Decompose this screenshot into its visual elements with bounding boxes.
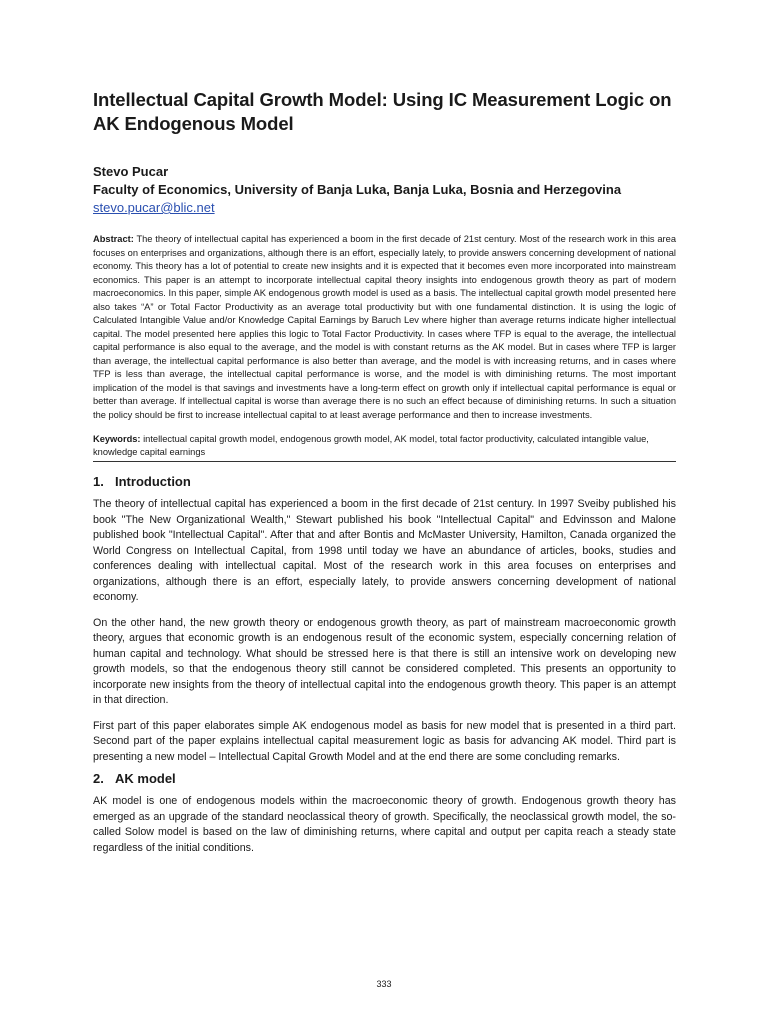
section-heading-ak-model: [93, 770, 676, 788]
abstract-label: Abstract:: [93, 234, 134, 244]
section-title: AK model: [115, 771, 176, 786]
page-number: 333: [376, 979, 392, 989]
abstract-text: The theory of intellectual capital has experienced a boom in the first decade of 21st century. Most of the research work in this area focuses on enterprises and organizations, although there is an effort, especially lately, to provide answers concerning development of national economy. This theory has a lot of potential to create new insights and it is expected that it becomes even more incorporated into mainstream economics. This paper is an attempt to incorporate intellectual capital theory insights into endogenous growth theory as part of modern macroeconomics. In this paper, simple AK endogenous growth model is used as a basis. The intellectual capital growth model presented here also takes “A” or Total Factor Productivity as an average total productivity but with one fundamental distinction. It is using the logic of Calculated Intangible Value and/or Knowledge Capital Earnings by Baruch Lev where higher than average returns indicate higher intellectual capital. The model presented here applies this logic to Total Factor Productivity. In cases where TFP is equal to the average, the intellectual capital performance is also equal to the average, and the model is with constant returns as the AK model. But in cases where TFP is larger than average, the intellectual capital performance is also better than average, and the model is with increasing returns, and in cases where TFP is less than average, the intellectual capital performance is worse, and the model is with diminishing returns. The most important implication of the model is that savings and investments have a long-term effect on growth only if intellectual capital performance is equal or better than average. If intellectual capital is worse than average there is no such an effect because of diminishing returns. In such a situation the policy should be first to increase intellectual capital to at least average performance and then to increase investments.: [93, 234, 676, 420]
abstract: [93, 233, 676, 422]
keywords-label: Keywords:: [93, 434, 141, 444]
paper-title: Intellectual Capital Growth Model: Using IC Measurement Logic on AK Endogenous Model: [93, 89, 672, 134]
author-name: Stevo Pucar: [93, 164, 169, 179]
keywords-text: intellectual capital growth model, endogenous growth model, AK model, total factor productivity, calculated intangible value, knowledge capital earnings: [93, 434, 649, 457]
section-number: 2.: [93, 771, 104, 786]
keywords: [93, 433, 676, 458]
section-title: Introduction: [115, 474, 191, 489]
keywords-divider: [93, 461, 676, 462]
section-number: 1.: [93, 474, 104, 489]
ak-model-paragraph-1: AK model is one of endogenous models within the macroeconomic theory of growth. Endogenous growth theory has emerged as an upgrade of the standard neoclassical theory of growth. Specifically, the neoclassical growth model, the so-called Solow model is based on the law of diminishing returns, where capital and output per capita reach a steady state regardless of the initial conditions.: [93, 795, 676, 854]
author-email-link[interactable]: stevo.pucar@blic.net: [93, 200, 215, 215]
paper-page: [93, 88, 676, 856]
section-heading-introduction: [93, 473, 676, 491]
author-affiliation: Faculty of Economics, University of Banja Luka, Banja Luka, Bosnia and Herzegovina: [93, 182, 622, 197]
intro-paragraph-1: The theory of intellectual capital has experienced a boom in the first decade of 21st century. In 1997 Sveiby published his book "The New Organizational Wealth," Stewart published his book "Intellectual Capital" and Edvinsson and Malone published book "Intellectual Capital". After that and after Bontis and McMaster University, Hamilton, Canada organized the World Congress on Intellectual Capital, from 1998 until today we have an abundance of articles, books, studies and conferences dealing with intellectual capital. Most of the research work in this area focuses on enterprises and organizations, although there is an effort, especially lately, to provide answers concerning development of national economy.: [93, 498, 676, 603]
intro-paragraph-2: On the other hand, the new growth theory or endogenous growth theory, as part of mainstream macroeconomic growth theory, argues that economic growth is an endogenous result of the economic system, especially concerning relation of human capital and technology. What should be stressed here is that there is still an intensive work on developing new growth models, so that the endogenous theory still cannot be considered completed. This presents an opportunity to incorporate new insights from the theory of intellectual capital into the endogenous growth theory. This paper is an attempt in that direction.: [93, 616, 676, 706]
intro-paragraph-3: First part of this paper elaborates simple AK endogenous model as basis for new model that is presented in a third part. Second part of the paper explains intellectual capital measurement logic as basis for advancing AK model. Third part is presenting a new model – Intellectual Capital Growth Model and at the end there are some concluding remarks.: [93, 719, 676, 763]
